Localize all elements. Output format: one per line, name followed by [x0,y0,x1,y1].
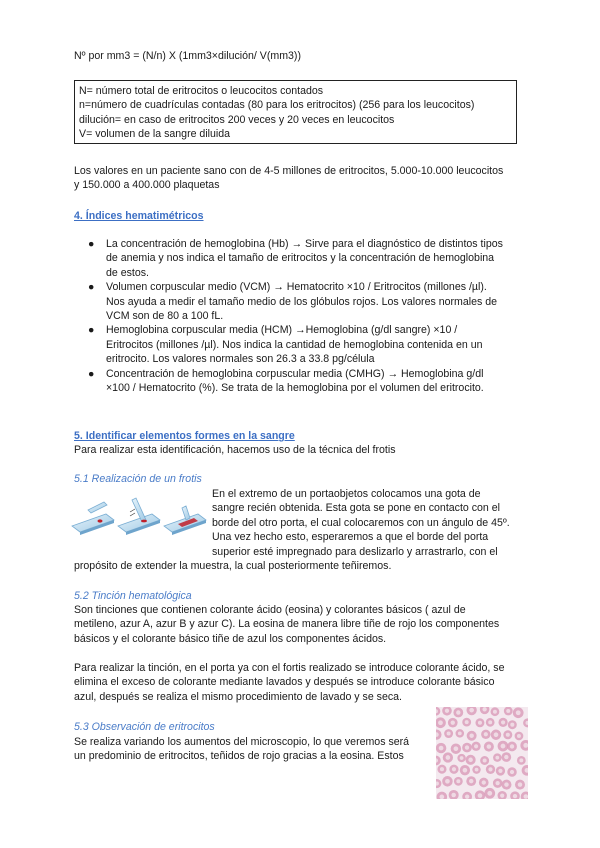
paragraph-line: Son tinciones que contienen colorante ácido (eosina) y colorantes básicos ( azul de [74,604,466,616]
erythrocyte-center [451,793,456,798]
bullet-icon: ● [88,281,95,294]
smear-technique-illustration [70,488,210,544]
erythrocyte-center [438,720,443,725]
list-item-line: La concentración de hemoglobina (Hb) → Sirve para el diagnóstico de distintos tipos [106,238,503,250]
list-item-line: de estos. [106,266,149,279]
list-item [74,323,544,366]
subsection-5-2-paragraph-2 [74,661,504,704]
erythrocyte-center [501,744,506,749]
erythrocyte-center [510,770,514,774]
paragraph-line: azul, después se realiza el mismo procedimiento de lavado y se seca. [74,690,402,703]
erythrocyte-center [482,780,486,784]
erythrocyte-center [498,769,502,773]
paragraph-line: borde del otro porta, el cual colocaremos con un ángulo de 45º. [212,516,510,529]
erythrocyte-center [487,744,492,749]
erythrocyte-center [445,779,450,784]
paragraph-line: sangre recién obtenida. Esta gota se pone en contacto con el [212,502,500,515]
list-item-line: eritrocito. Los valores normales son 26.3 a 33.8 pg/célula [106,353,375,366]
erythrocyte-center [475,768,479,772]
list-item-line: ×100 / Hematocrito (%). Se trata de la hemoglobina por el volumen del eritrocito. [106,382,484,395]
slide-at-45-degrees [118,498,160,535]
section-5-intro: Para realizar esta identificación, hacemos uso de la técnica del frotis [74,444,396,456]
normal-values-line: Los valores en un paciente sano con de 4-5 millones de eritrocitos, 5.000-10.000 leucocitos [74,165,504,177]
definition-line: V= volumen de la sangre diluida [79,128,231,141]
paragraph-line: Una vez hecho esto, esperaremos a que el borde del porta [212,531,489,544]
list-item-line: de anemia y nos indica el tamaño de eritrocitos y la concentración de hemoglobina [106,252,495,265]
list-item-line: Eritrocitos (millones /µl). Nos indica la cantidad de hemoglobina contenida en un [106,338,483,351]
list-item-line: Nos ayuda a medir el tamaño medio de los glóbulos rojos. Los valores normales de [106,295,498,308]
erythrocyte-center [501,720,505,724]
erythrocyte-center [458,731,462,735]
erythrocyte-center [496,781,500,785]
erythrocyte-center [523,743,528,748]
erythrocyte-center [517,734,521,738]
normal-values-paragraph [74,164,503,193]
subsection-5-1-title: 5.1 Realización de un frotis [74,473,202,485]
erythrocyte-center [445,709,449,713]
list-item [74,367,544,396]
erythrocyte-center [504,755,508,759]
slide-with-drop [72,502,114,535]
erythrocyte-center [456,779,460,783]
definition-line: n=número de cuadrículas contadas (80 para los eritrocitos) (256 para los leucocitos) [79,99,475,112]
bullet-icon: ● [88,238,95,250]
subsection-5-2-title: 5.2 Tinción hematológica [74,590,192,602]
erythrocyte-center [482,707,486,711]
erythrocyte-center [516,710,521,715]
paragraph-line: superior esté impregnado para deslizarlo y arrastrarlo, con el [212,545,498,558]
erythrocyte-center [494,732,499,737]
erythrocyte-center [465,794,469,798]
erythrocytes-micrograph [436,707,528,799]
erythrocyte-center [456,710,460,714]
list-item [74,280,544,323]
count-formula: Nº por mm3 = (N/n) X (1mm3×dilución/ V(mm3)) [74,50,301,62]
subsection-5-1-last-line: propósito de extender la muestra, la cual posteriormente teñiremos. [74,560,392,572]
erythrocyte-center [439,746,444,751]
paragraph-line: Se realiza variando los aumentos del microscopio, lo que veremos será [74,736,410,748]
erythrocyte-center [513,794,517,798]
erythrocyte-center [465,745,469,749]
paragraph-line: En el extremo de un portaobjetos colocamos una gota de [212,488,481,500]
erythrocyte-center [488,720,492,724]
subsection-5-1-text [212,487,510,559]
section-5-heading: 5. Identificar elementos formes en la sangre [74,430,295,442]
paragraph-line: metileno, azur A, azur B y azur C). La eosina de manera libre tiñe de rojo los componentes [74,618,500,631]
erythrocyte-center [484,732,488,736]
erythrocyte-center [469,733,473,737]
erythrocyte-center [487,791,492,796]
paragraph-line: básicos y el colorante básico tiñe de azul los componentes ácidos. [74,632,387,645]
erythrocyte-center [465,720,469,724]
erythrocyte-center [506,733,510,737]
erythrocyte-center [504,782,508,786]
erythrocyte-center [469,779,473,783]
subsection-5-2-paragraph-1 [74,603,499,646]
paragraph-line: elimina el exceso de colorante mediante lavados y después se introduce colorante básico [74,676,495,689]
bullet-icon: ● [88,367,95,380]
erythrocyte-center [519,758,523,762]
indices-list [74,237,544,395]
bullet-icon: ● [88,324,95,337]
erythrocyte-center [446,755,451,760]
erythrocyte-center [452,767,456,771]
erythrocyte-center [500,794,504,798]
erythrocyte-center [488,767,492,771]
erythrocyte-center [523,794,528,799]
erythrocyte-center [460,756,464,760]
erythrocyte-center [474,744,478,748]
list-item-line: VCM son de 80 a 100 fL. [106,310,224,323]
definitions-box [74,80,517,144]
normal-values-line: y 150.000 a 400.000 plaquetas [74,179,220,192]
erythrocyte-center [478,793,483,798]
list-item-line: Volumen corpuscular medio (VCM) → Hematocrito ×10 / Eritrocitos (millones /µl). [106,281,487,294]
erythrocyte-center [510,744,514,748]
erythrocyte-center [463,768,468,773]
subsection-5-3-title: 5.3 Observación de eritrocitos [74,721,215,733]
erythrocyte-center [478,721,482,725]
erythrocyte-center [483,758,487,762]
slide-with-smear [164,506,206,535]
erythrocyte-center [440,767,444,771]
list-item [74,237,544,280]
erythrocyte-center [447,732,451,736]
erythrocyte-center [518,782,523,787]
list-item-line: Hemoglobina corpuscular media (HCM) →Hemoglobina (g/dl sangre) ×10 / [106,324,458,337]
definition-line: N= número total de eritrocitos o leucocitos contados [79,85,324,97]
definition-line: dilución= en caso de eritrocitos 200 veces y 20 veces en leucocitos [79,113,395,126]
section-4-heading: 4. Índices hematimétricos [74,210,204,222]
erythrocyte-center [495,756,499,760]
erythrocyte-center [493,710,497,714]
paragraph-line: un predominio de eritrocitos, teñidos de rojo gracias a la eosina. Estos [74,750,404,763]
list-item-line: Concentración de hemoglobina corpuscular media (CMHG) → Hemoglobina g/dl [106,367,484,380]
erythrocyte-center [454,746,459,751]
erythrocyte-center [469,708,474,713]
erythrocyte-center [468,758,473,763]
paragraph-line: Para realizar la tinción, en el porta ya con el fortis realizado se introduce colorante ácido, se [74,662,505,674]
erythrocyte-center [506,709,510,713]
erythrocyte-center [510,723,514,727]
subsection-5-3-text [74,735,409,764]
erythrocyte-center [451,720,455,724]
